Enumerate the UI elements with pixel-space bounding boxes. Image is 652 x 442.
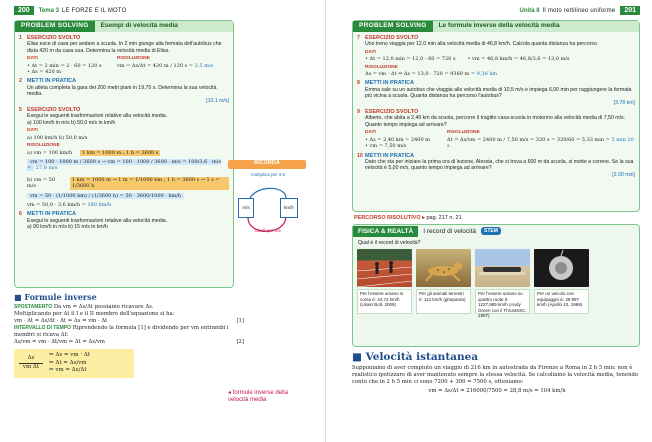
sprinter-photo: [357, 249, 412, 287]
exercise-heading: METTI IN PRATICA: [27, 78, 77, 85]
problem-solving-tag: PROBLEM SOLVING: [353, 21, 433, 32]
velocita-prose: [352, 365, 642, 395]
percorso-ref: pag. 217 n. 21: [426, 215, 462, 221]
exercise-answer: [3,78 km]: [613, 99, 635, 106]
apollo-photo: [534, 249, 589, 287]
exercise-text: Un atleta completa la gara dei 200 metri piani in 19,75 s. Determina la sua velocità media.: [27, 84, 217, 98]
exercise-items: a) 90 km/h in m/s b) 15 m/s in km/h: [27, 224, 109, 231]
step-b-result: vm = 50,0 · 3,6 km/h =: [27, 201, 86, 208]
unit-title: Il moto rettilineo uniforme: [542, 7, 616, 14]
record-caption: Per l'essere umano in corsa è: 44,72 km/h (Usain Bolt, 2009): [357, 289, 412, 314]
solution-formula: Δs = vm · Δt ⇒ Δs = 13,0 · 720 = 9360 m =: [365, 71, 476, 78]
equation-number: [1]: [236, 318, 244, 324]
exercise-text: Elias esce di casa per andare a scuola. In 2 min giunge alla fermata dell'autobus che dista 420 m da casa sua. Determina la velocità media di Elias.: [27, 41, 222, 54]
exercise-answer: [10,1 m/s]: [206, 97, 229, 104]
prose-text: Da vm = Δs/Δt possiamo ricavare Δs.: [53, 304, 154, 310]
triangle-top: Δs: [19, 355, 43, 364]
problem-solving-title: Le formule inverse della velocità media: [433, 21, 639, 32]
prose-text: Riprendendo la formula [1] e dividendo per vm entrambi i membri si ricava Δt:: [14, 325, 229, 338]
exercise-number: 10: [357, 152, 363, 159]
exercise-text: Alberto, che abita a 2,40 km da scuola, percorre il tragitto casa-scuola in motorino alla velocità media di 7,50 m/s. Quanto tempo impiega ad arrivare?: [365, 115, 626, 128]
problem-solving-header: [15, 21, 233, 32]
recall-multiply: moltiplica per 3,6: [250, 172, 286, 177]
exercise-10: [357, 153, 635, 179]
record-caption: Per un veicolo con equipaggio è: 39 897 km/h (Apollo 10, 1969): [534, 289, 589, 314]
triangle-bottom: vm Δt: [22, 363, 40, 370]
exercise-text: Emma sale su un autobus che viaggia alla velocità media di 10,5 m/s e impiega 6,00 min per raggiungere la fermata più vicina a scuola. Quanta distanza ha percorso l'autobus?: [365, 86, 632, 100]
dati-line: • vm = 46,8 km/h = 46,8/3,6 = 13,0 m/s: [467, 56, 570, 63]
answer-a: 27,8 m/s: [35, 165, 58, 172]
dati-label: DATI: [365, 130, 376, 136]
section-title-velocita: ■ Velocità istantanea: [352, 351, 479, 363]
solution-answer: 9,36 km: [476, 71, 498, 78]
formula-triangle-box: [14, 349, 134, 378]
exercise-2: [19, 78, 229, 104]
problem-solving-header: [353, 21, 639, 32]
exercise-number: 5: [19, 107, 22, 114]
equation-2: Δs/vm = vm · Δt/vm ⇒ Δt = Δs/vm: [14, 339, 105, 345]
risoluzione-label: RISOLUZIONE: [447, 130, 480, 136]
velocita-equation: vm = Δs/Δt = 216000/7500 = 28,8 m/s = 104 km/h: [428, 388, 566, 394]
exercise-number: 9: [357, 109, 360, 116]
exercise-7: [357, 35, 635, 77]
conversion-a: 1 km = 1000 m ; 1 h = 3600 s: [82, 149, 159, 156]
triangle-result: ⇒ vm = Δs/Δt: [49, 367, 87, 373]
record-photos: [357, 249, 635, 319]
unit-label: Unità 8: [519, 7, 540, 14]
record-card: [357, 249, 412, 314]
triangle-result: ⇒ Δs = vm · Δt: [49, 352, 91, 358]
exercise-number: 7: [357, 35, 360, 41]
right-running-head: [352, 4, 640, 17]
fisica-question: Qual è il record di velocità?: [358, 240, 421, 246]
exercise-text: Esegui le seguenti trasformazioni relative alla velocità media.: [27, 113, 168, 120]
problem-solving-tag: PROBLEM SOLVING: [15, 21, 95, 32]
step-a-conversion: vm = 100 · 1000 m / 3600 s → vm = 100 · 1000 / 3600 · m/s = 100/3,6 · m/s =: [27, 158, 222, 172]
dati-label: DATI: [365, 49, 376, 55]
problem-solving-box: [352, 20, 640, 212]
tema-label: Tema 3: [38, 7, 59, 14]
dati-label: DATI: [27, 128, 38, 134]
step-b-start: b) vm = 50 m/s: [27, 176, 56, 190]
risoluzione-label: RISOLUZIONE: [365, 64, 398, 70]
solution-answer: 3,5 m/s: [194, 62, 214, 69]
exercise-number: 1: [19, 35, 22, 41]
exercise-heading: ESERCIZIO SVOLTO: [27, 35, 81, 41]
dati-line: a) 100 km/h b) 50,0 m/s: [27, 134, 88, 141]
triangle-result: ⇒ Δt = Δs/vm: [49, 359, 87, 366]
side-note-formule: ◂ formule inverse della velocità media: [228, 390, 289, 403]
risoluzione-label: RISOLUZIONE: [117, 56, 150, 62]
percorso-risolutivo[interactable]: [354, 215, 640, 221]
exercise-heading: ESERCIZIO SVOLTO: [27, 107, 81, 114]
cheetah-photo: [416, 249, 471, 287]
dati-line: • Δt = 12,0 min = 12,0 · 60 = 720 s: [365, 56, 456, 63]
right-page: [326, 0, 652, 442]
recall-divide: dividi per 3,6: [255, 228, 281, 233]
page-number: 200: [14, 6, 34, 15]
risoluzione-label: RISOLUZIONE: [27, 143, 60, 149]
keyword-intervallo: INTERVALLO DI TEMPO: [14, 325, 72, 331]
solution-formula: vm = Δs/Δt = 420 m / 120 s =: [117, 62, 193, 69]
exercise-heading: METTI IN PRATICA: [365, 152, 415, 159]
formule-prose: [14, 304, 244, 346]
record-caption: Per l'essere umano su quattro ruote è: 1227,985 km/h (Andy Green con il ThrustSSC, 1997): [475, 289, 530, 314]
section-title-text: Formule inverse: [24, 292, 97, 302]
prose-text: Moltiplicando per Δt il I e il II membro dell'equazione si ha:: [14, 311, 175, 317]
problem-solving-box: [14, 20, 234, 288]
answer-b: 180 km/h: [87, 201, 112, 208]
left-running-head: [14, 4, 318, 17]
exercise-answer: [2,00 min]: [612, 171, 635, 178]
recall-unit-kmh: km/h: [280, 198, 298, 218]
exercise-heading: METTI IN PRATICA: [27, 211, 77, 218]
fisica-realta-box: [352, 224, 640, 347]
recall-unit-ms: m/s: [238, 198, 254, 218]
step-b-conversion: vm = 50 · (1/1000 km) / (1/3600 h) = 50 · 3600/1000 · km/h: [27, 193, 184, 199]
exercise-8: [357, 80, 635, 106]
prose-text: Supponiamo di aver compiuto un viaggio di 216 km in autostrada da Firenze a Roma in 2 h 5 min: non è realistico ipotizzare di aver mantenuto sempre la stessa velocità. Se calcoliamo la velocità media, tenendo conto che in 2 h 5 min ci sono 7200 + 300 = 7500 s, otteniamo:: [352, 365, 639, 385]
solution-formula: Δt = Δs/vm = 2400 m / 7,50 m/s = 320 s = 320/60 = 5,33 min =: [447, 136, 610, 143]
exercise-heading: METTI IN PRATICA: [365, 80, 415, 87]
dati-label: DATI: [27, 56, 38, 62]
equation-1: vm · Δt = Δs/Δt · Δt ⇒ Δs = vm · Δt: [14, 318, 108, 324]
conversion-b: 1 km = 1000 m → 1 m = 1/1000 km ; 1 h = 3600 s → 1 s = 1/3600 h: [70, 177, 229, 190]
section-title-text: Velocità istantanea: [365, 351, 479, 363]
percorso-label: PERCORSO RISOLUTIVO ▸: [354, 215, 425, 221]
section-title-formule: ■ Formule inverse: [14, 292, 97, 302]
fisica-tag: FISICA & REALTÀ: [353, 226, 418, 237]
exercise-text: Uno treno viaggia per 12,0 min alla velocità media di 46,8 km/h. Calcola quanta distanza ha percorso.: [365, 41, 599, 48]
formula-triangle: [19, 355, 43, 371]
tema-title: LE FORZE E IL MOTO: [61, 7, 127, 14]
dati-line: • vm = 7,50 m/s: [365, 143, 407, 150]
record-card: [534, 249, 589, 314]
exercise-heading: ESERCIZIO SVOLTO: [365, 35, 419, 41]
dati-line: • Δt = 2 min = 2 · 60 = 120 s: [27, 62, 102, 69]
fisica-title: I record di velocità: [423, 227, 476, 235]
dati-line: • Δs = 420 m: [27, 69, 61, 76]
page-number: 201: [620, 6, 640, 15]
exercise-9: [357, 109, 635, 149]
exercise-heading: ESERCIZIO SVOLTO: [365, 109, 419, 116]
ricorda-title: RICORDA: [228, 160, 306, 169]
problem-solving-title: Esempi di velocità media: [95, 21, 233, 32]
step-a-start: a) vm = 100 km/h: [27, 149, 73, 156]
dati-line: • Δs = 2,40 km = 2400 m: [365, 136, 430, 143]
fisica-header: [353, 225, 639, 237]
thrustssc-photo: [475, 249, 530, 287]
exercise-text: Esegui le seguenti trasformazioni relative alla velocità media.: [27, 217, 168, 224]
exercise-1: [19, 35, 229, 75]
record-caption: Per gli animali terrestri è: 112 km/h (ghepardo): [416, 289, 471, 314]
record-card: [416, 249, 471, 314]
solution-answer: 5 min 20 s: [447, 136, 634, 150]
exercise-number: 2: [19, 78, 22, 85]
exercise-5: [19, 107, 229, 208]
record-card: [475, 249, 530, 319]
stem-badge: STEM: [481, 227, 501, 235]
ricorda-diagram: [228, 160, 306, 240]
exercise-number: 6: [19, 211, 22, 218]
equation-number: [2]: [236, 339, 244, 345]
exercise-number: 8: [357, 80, 360, 87]
exercise-text: Dato che sta per iniziare la prima ora di lezione, Alessia, che si trova a 600 m da scuola, si mette a correre. Se la sua velocità è 5,00 m/s, quanto tempo impiega ad arrivare?: [365, 158, 634, 172]
keyword-spostamento: SPOSTAMENTO: [14, 304, 53, 310]
exercise-items: a) 100 km/h in m/s b) 50,0 m/s in km/h: [27, 119, 116, 126]
exercise-6: [19, 211, 229, 230]
